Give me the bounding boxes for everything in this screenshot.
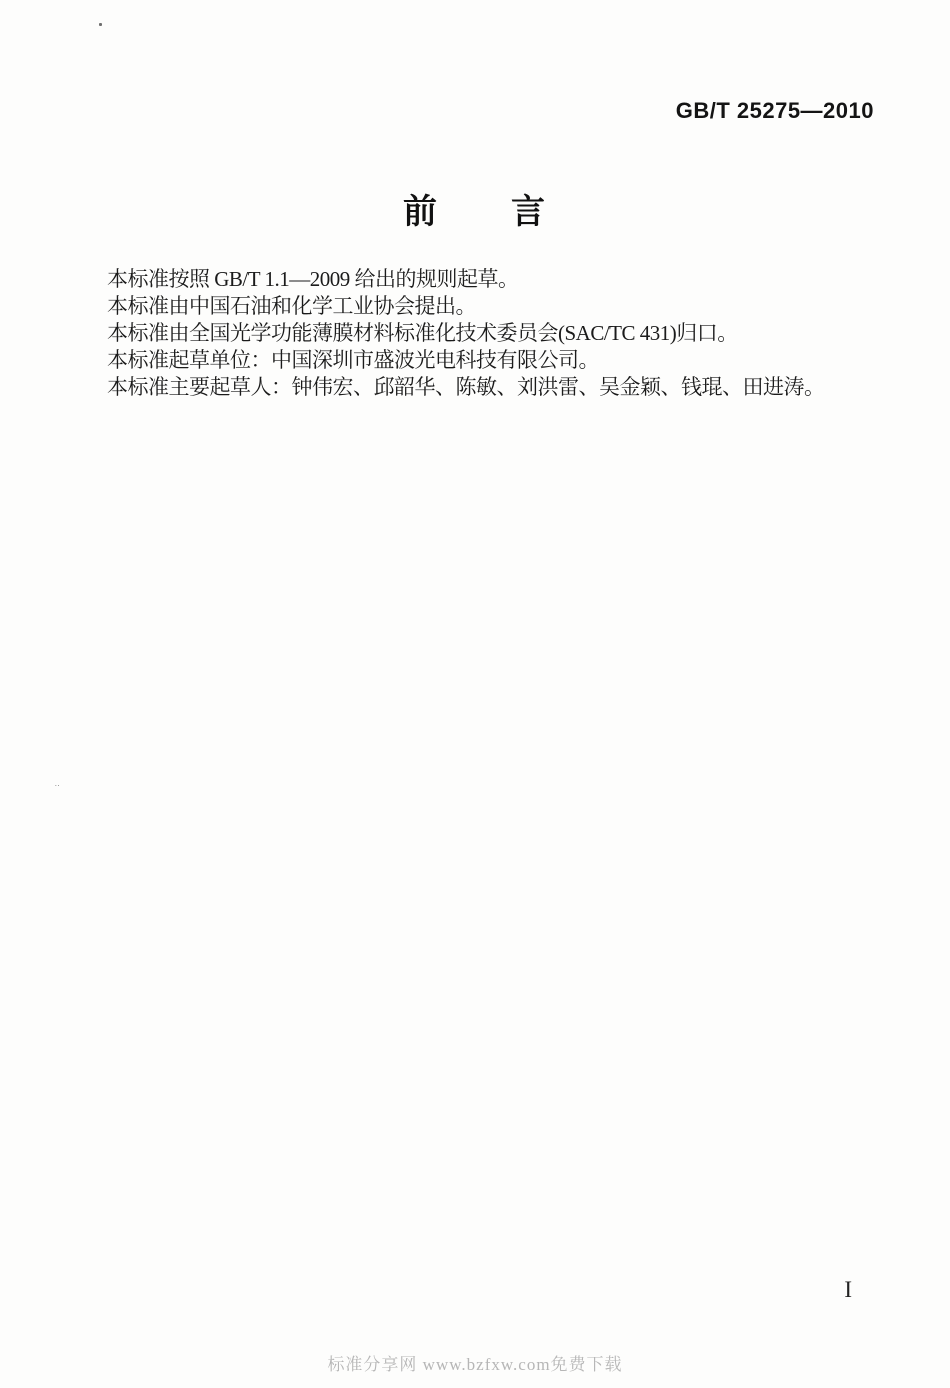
- foreword-paragraph: 本标准由全国光学功能薄膜材料标准化技术委员会(SAC/TC 431)归口。: [107, 321, 738, 345]
- page-title: 前 言: [403, 193, 547, 231]
- foreword-paragraph: 本标准主要起草人：钟伟宏、邱韶华、陈敏、刘洪雷、吴金颖、钱琨、田进涛。: [107, 375, 825, 399]
- scan-artifact-smudge: ..: [55, 780, 61, 788]
- watermark-text: 标准分享网 www.bzfxw.com免费下载: [327, 1355, 623, 1374]
- standard-code: GB/T 25275—2010: [675, 98, 874, 123]
- scan-artifact-speck: [99, 23, 102, 26]
- foreword-paragraph: 本标准由中国石油和化学工业协会提出。: [107, 294, 476, 318]
- foreword-paragraph: 本标准按照 GB/T 1.1—2009 给出的规则起草。: [107, 267, 519, 291]
- foreword-paragraphs: [107, 266, 900, 401]
- foreword-paragraph: 本标准起草单位：中国深圳市盛波光电科技有限公司。: [107, 348, 599, 372]
- page-number: I: [844, 1277, 852, 1302]
